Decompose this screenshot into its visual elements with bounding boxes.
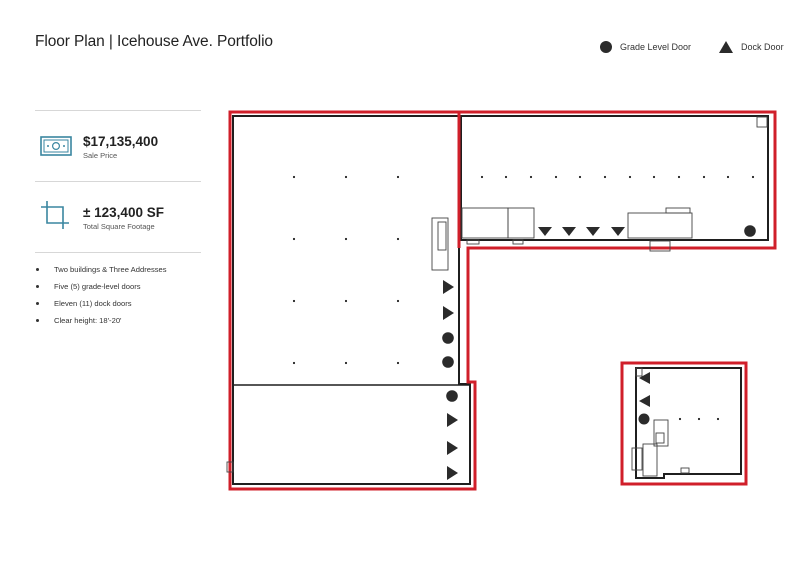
dock-door-icon	[639, 395, 650, 407]
dock-door-icon	[562, 227, 576, 236]
building-a-fixtures	[227, 117, 767, 472]
building-b-outline	[622, 363, 746, 484]
list-item: Eleven (11) dock doors	[35, 295, 201, 312]
building-a-outline	[230, 112, 775, 489]
dock-door-icon	[586, 227, 600, 236]
building-b-doors	[639, 372, 651, 425]
grade-level-door-icon	[639, 414, 650, 425]
dock-door-icon	[447, 413, 458, 427]
dock-door-icon	[447, 441, 458, 455]
dock-door-icon	[447, 466, 458, 480]
dock-door-icon	[443, 306, 454, 320]
stair-core	[643, 444, 657, 476]
building-a-walls	[233, 116, 768, 484]
square-footage-label: Total Square Footage	[83, 222, 155, 231]
legend-grade-level-door-label: Grade Level Door	[620, 42, 692, 52]
dock-door-icon	[443, 280, 454, 294]
column-grid	[293, 176, 754, 420]
list-item: Five (5) grade-level doors	[35, 278, 201, 295]
list-item: Two buildings & Three Addresses	[35, 261, 201, 278]
building-b-walls	[636, 368, 741, 478]
legend-dock-door-label: Dock Door	[741, 42, 784, 52]
grade-level-door-icon	[744, 225, 756, 237]
page-title: Floor Plan | Icehouse Ave. Portfolio	[35, 33, 273, 50]
dock-door-icon	[538, 227, 552, 236]
office-block	[462, 208, 508, 238]
grade-level-door-icon	[446, 390, 458, 402]
square-footage-value: ± 123,400 SF	[83, 205, 164, 220]
office-block	[628, 213, 692, 238]
dock-door-icon	[639, 372, 650, 384]
grade-level-door-icon	[442, 356, 454, 368]
list-item: Clear height: 18'-20'	[35, 312, 201, 329]
grade-level-door-icon	[442, 332, 454, 344]
sale-price-label: Sale Price	[83, 151, 118, 160]
sale-price-value: $17,135,400	[83, 134, 159, 149]
grade-level-doors-building-a	[442, 225, 756, 402]
dock-door-icon	[611, 227, 625, 236]
